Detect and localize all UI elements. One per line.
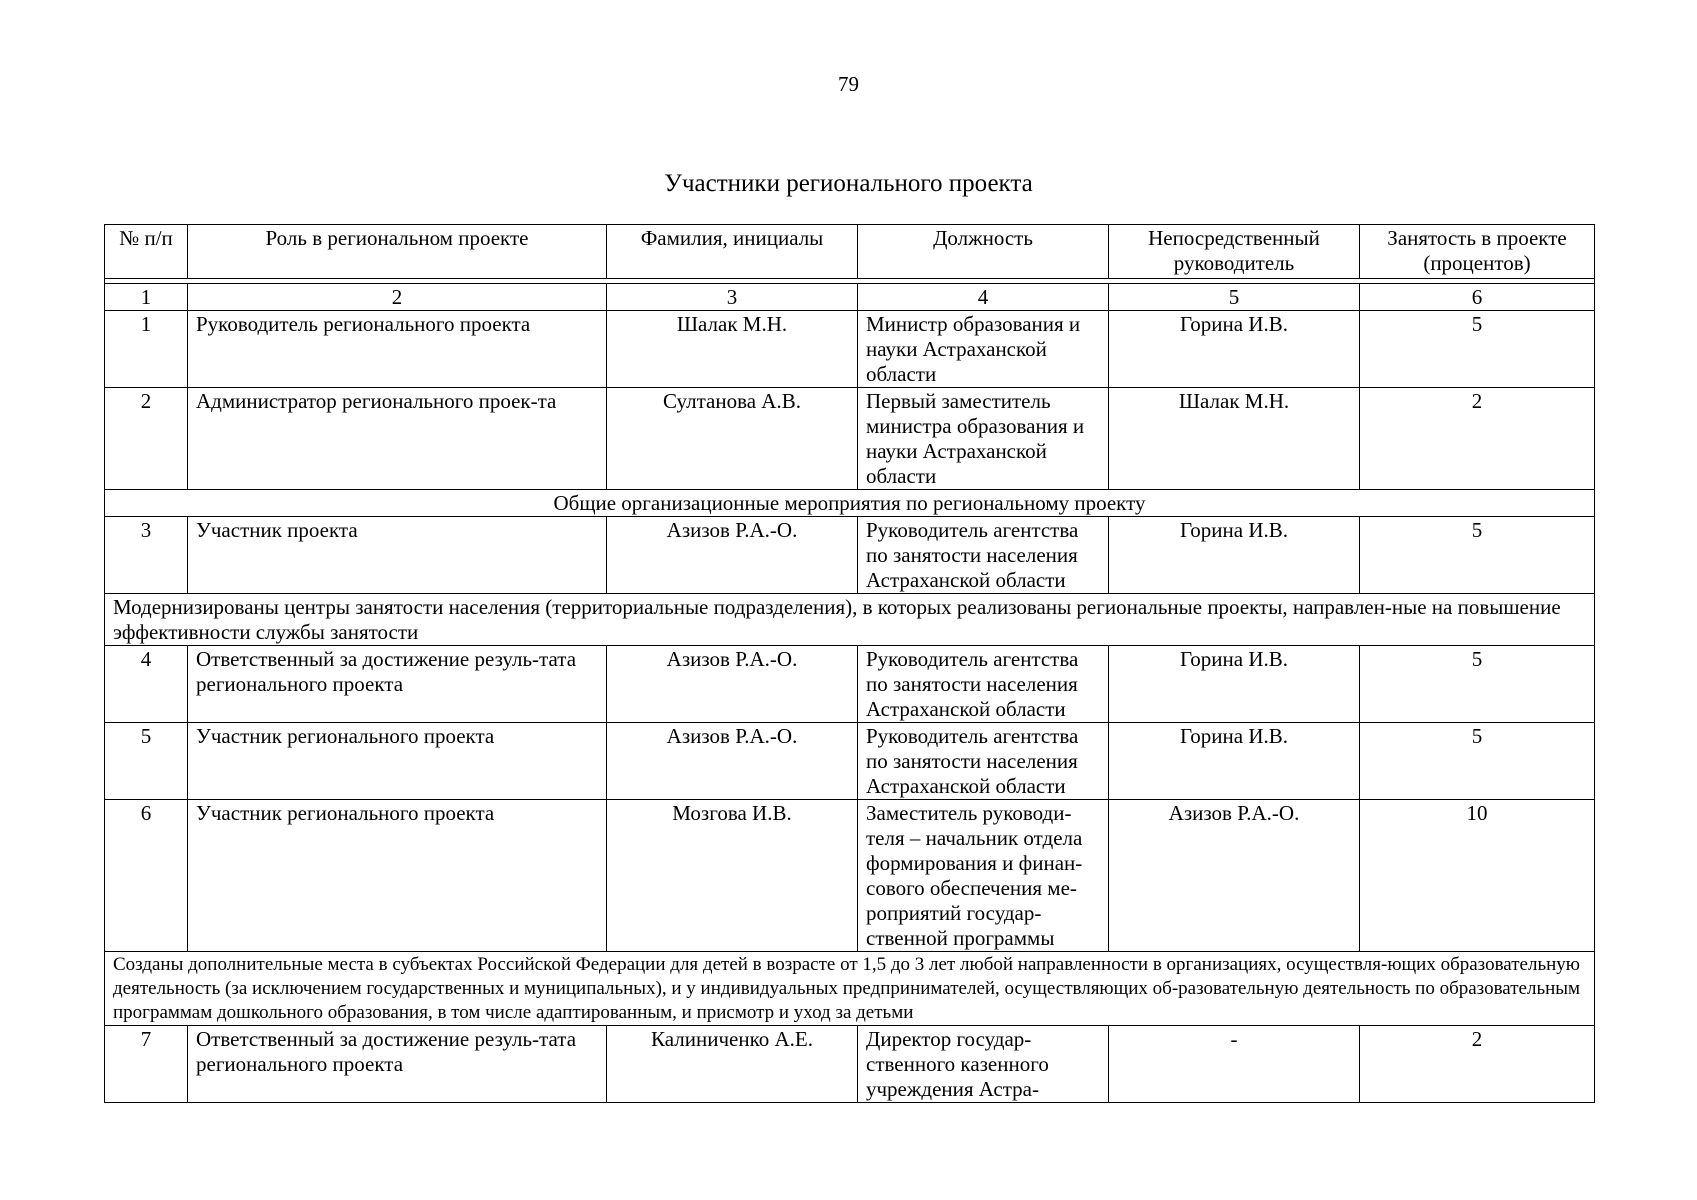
row-position: Министр образования и науки Астраханской области (858, 311, 1109, 388)
row-employment: 5 (1360, 723, 1595, 800)
header-supervisor: Непосредственный руководитель (1109, 225, 1360, 279)
row-employment: 10 (1360, 800, 1595, 952)
row-position: Руководитель агентства по занятости населения Астраханской области (858, 646, 1109, 723)
table-row (105, 646, 1595, 723)
table-row (105, 1026, 1595, 1103)
page-number: 79 (838, 72, 859, 96)
row-role: Участник проекта (188, 517, 607, 594)
table-row (105, 517, 1595, 594)
row-position: Заместитель руководи-теля – начальник отдела формирования и финан-сового обеспечения ме-роприятий государ-ственной программы (858, 800, 1109, 952)
column-number: 2 (188, 284, 607, 311)
section-heading: Созданы дополнительные места в субъектах Российской Федерации для детей в возрасте от 1,5 до 3 лет любой направленности в организациях, осуществля-ющих образовательную деятельность (за исключением государственных и муниципальных), и у индивидуальных предпринимателей, осуществляющих об-разовательную деятельность по образовательным программам дошкольного образования, в том числе адаптированным, и присмотр и уход за детьми (105, 952, 1595, 1026)
header-num: № п/п (105, 225, 188, 279)
row-num: 1 (105, 311, 188, 388)
section-heading: Общие организационные мероприятия по региональному проекту (105, 490, 1595, 517)
section-row (105, 490, 1595, 517)
row-name: Азизов Р.А.-О. (607, 723, 858, 800)
row-num: 5 (105, 723, 188, 800)
row-role: Руководитель регионального проекта (188, 311, 607, 388)
row-name: Мозгова И.В. (607, 800, 858, 952)
column-number: 4 (858, 284, 1109, 311)
column-number: 3 (607, 284, 858, 311)
document-title: Участники регионального проекта (664, 170, 1033, 197)
row-position: Директор государ-ственного казенного учреждения Астра- (858, 1026, 1109, 1103)
row-num: 2 (105, 388, 188, 490)
row-num: 4 (105, 646, 188, 723)
row-supervisor: Горина И.В. (1109, 646, 1360, 723)
row-position: Руководитель агентства по занятости населения Астраханской области (858, 517, 1109, 594)
column-number: 1 (105, 284, 188, 311)
participants-table (104, 224, 1595, 1103)
row-num: 6 (105, 800, 188, 952)
column-number: 6 (1360, 284, 1595, 311)
header-position: Должность (858, 225, 1109, 279)
table-row (105, 800, 1595, 952)
table-row (105, 723, 1595, 800)
row-supervisor: - (1109, 1026, 1360, 1103)
row-role: Участник регионального проекта (188, 723, 607, 800)
row-supervisor: Горина И.В. (1109, 311, 1360, 388)
row-name: Султанова А.В. (607, 388, 858, 490)
row-role: Администратор регионального проек-та (188, 388, 607, 490)
row-supervisor: Горина И.В. (1109, 723, 1360, 800)
row-role: Участник регионального проекта (188, 800, 607, 952)
row-num: 3 (105, 517, 188, 594)
row-employment: 2 (1360, 1026, 1595, 1103)
row-employment: 5 (1360, 646, 1595, 723)
table-row (105, 311, 1595, 388)
table-header-row (105, 225, 1595, 279)
row-supervisor: Шалак М.Н. (1109, 388, 1360, 490)
row-employment: 5 (1360, 517, 1595, 594)
header-employment: Занятость в проекте (процентов) (1360, 225, 1595, 279)
column-number-row (105, 284, 1595, 311)
row-position: Первый заместитель министра образования и науки Астраханской области (858, 388, 1109, 490)
row-name: Шалак М.Н. (607, 311, 858, 388)
row-employment: 5 (1360, 311, 1595, 388)
row-name: Азизов Р.А.-О. (607, 646, 858, 723)
section-heading: Модернизированы центры занятости населения (территориальные подразделения), в которых реализованы региональные проекты, направлен-ные на повышение эффективности службы занятости (105, 594, 1595, 646)
section-row (105, 594, 1595, 646)
row-role: Ответственный за достижение резуль-тата регионального проекта (188, 646, 607, 723)
row-supervisor: Горина И.В. (1109, 517, 1360, 594)
row-employment: 2 (1360, 388, 1595, 490)
row-supervisor: Азизов Р.А.-О. (1109, 800, 1360, 952)
row-name: Азизов Р.А.-О. (607, 517, 858, 594)
row-role: Ответственный за достижение резуль-тата регионального проекта (188, 1026, 607, 1103)
row-name: Калиниченко А.Е. (607, 1026, 858, 1103)
table-row (105, 388, 1595, 490)
header-name: Фамилия, инициалы (607, 225, 858, 279)
header-role: Роль в региональном проекте (188, 225, 607, 279)
row-position: Руководитель агентства по занятости населения Астраханской области (858, 723, 1109, 800)
column-number: 5 (1109, 284, 1360, 311)
row-num: 7 (105, 1026, 188, 1103)
section-row (105, 952, 1595, 1026)
